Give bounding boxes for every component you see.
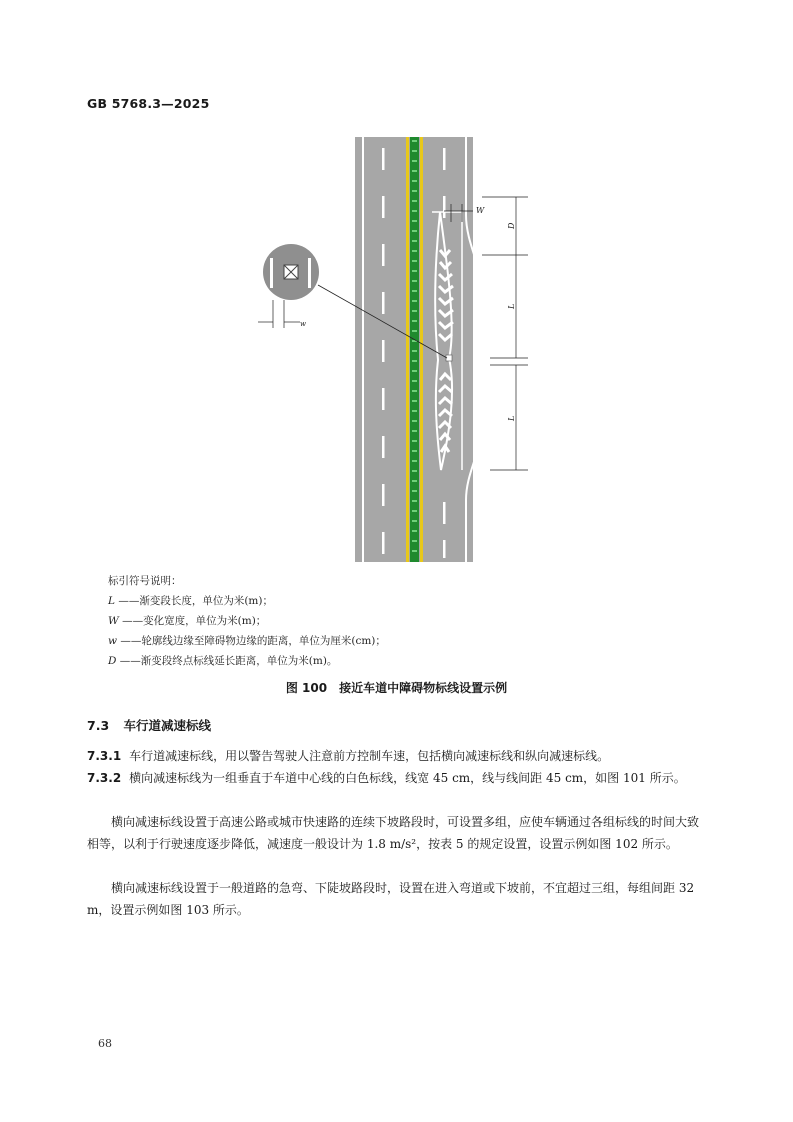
inset-right-bar (308, 258, 311, 288)
legend-item-D: D ——渐变段终点标线延长距离，单位为米(m)。 (108, 655, 338, 667)
paragraph-4: 横向减速标线设置于一般道路的急弯、下陡坡路段时，设置在进入弯道或下坡前，不宜超过三组，每组间距 32 m，设置示例如图 103 所示。 (87, 881, 695, 917)
left-edge-line (362, 137, 364, 562)
section-title: 车行道减速标线 (123, 718, 212, 733)
section-heading (87, 716, 211, 734)
left-lane-dashes (382, 148, 385, 554)
clause-number: 7.3.2 (87, 771, 122, 785)
D-label: D (507, 222, 516, 229)
clause-number: 7.3.1 (87, 749, 122, 763)
vertical-dimensions (482, 197, 528, 470)
clause-text: 横向减速标线为一组垂直于车道中心线的白色标线，线宽 45 cm，线与线间距 45 cm，如图 101 所示。 (129, 771, 686, 785)
W-label: W (476, 206, 485, 215)
section-number: 7.3 (87, 718, 110, 733)
legend-item-w: w ——轮廓线边缘至障碍物边缘的距离，单位为厘米(cm)； (108, 635, 386, 647)
L-lower-label: L (507, 415, 516, 421)
standard-code-header: GB 5768.3—2025 (87, 96, 210, 111)
page-number: 68 (98, 1037, 112, 1050)
clause-7-3-1 (87, 745, 707, 767)
figure-caption: 图 100 接近车道中障碍物标线设置示例 (285, 681, 508, 695)
legend-item-L: L ——渐变段长度，单位为米(m)； (108, 595, 273, 607)
clause-text: 车行道减速标线，用以警告驾驶人注意前方控制车速，包括横向减速标线和纵向减速标线。 (129, 749, 610, 763)
inset-w-label: w (300, 320, 306, 328)
legend-item-W: W ——变化宽度，单位为米(m)； (108, 615, 267, 627)
clause-7-3-2 (87, 767, 707, 789)
legend-title: 标引符号说明： (108, 575, 182, 587)
inset-w-dimension (258, 300, 300, 328)
inset-left-bar (270, 258, 273, 288)
L-upper-label: L (507, 303, 516, 309)
yellow-line-right (420, 137, 423, 562)
yellow-line-left (406, 137, 409, 562)
paragraph-3: 横向减速标线设置于高速公路或城市快速路的连续下坡路段时，可设置多组，应使车辆通过各组标线的时间大致相等，以利于行驶速度逐步降低，减速度一般设计为 1.8 m/s²，按表 5 的规定设置，设置示例如图 102 所示。 (87, 815, 700, 851)
